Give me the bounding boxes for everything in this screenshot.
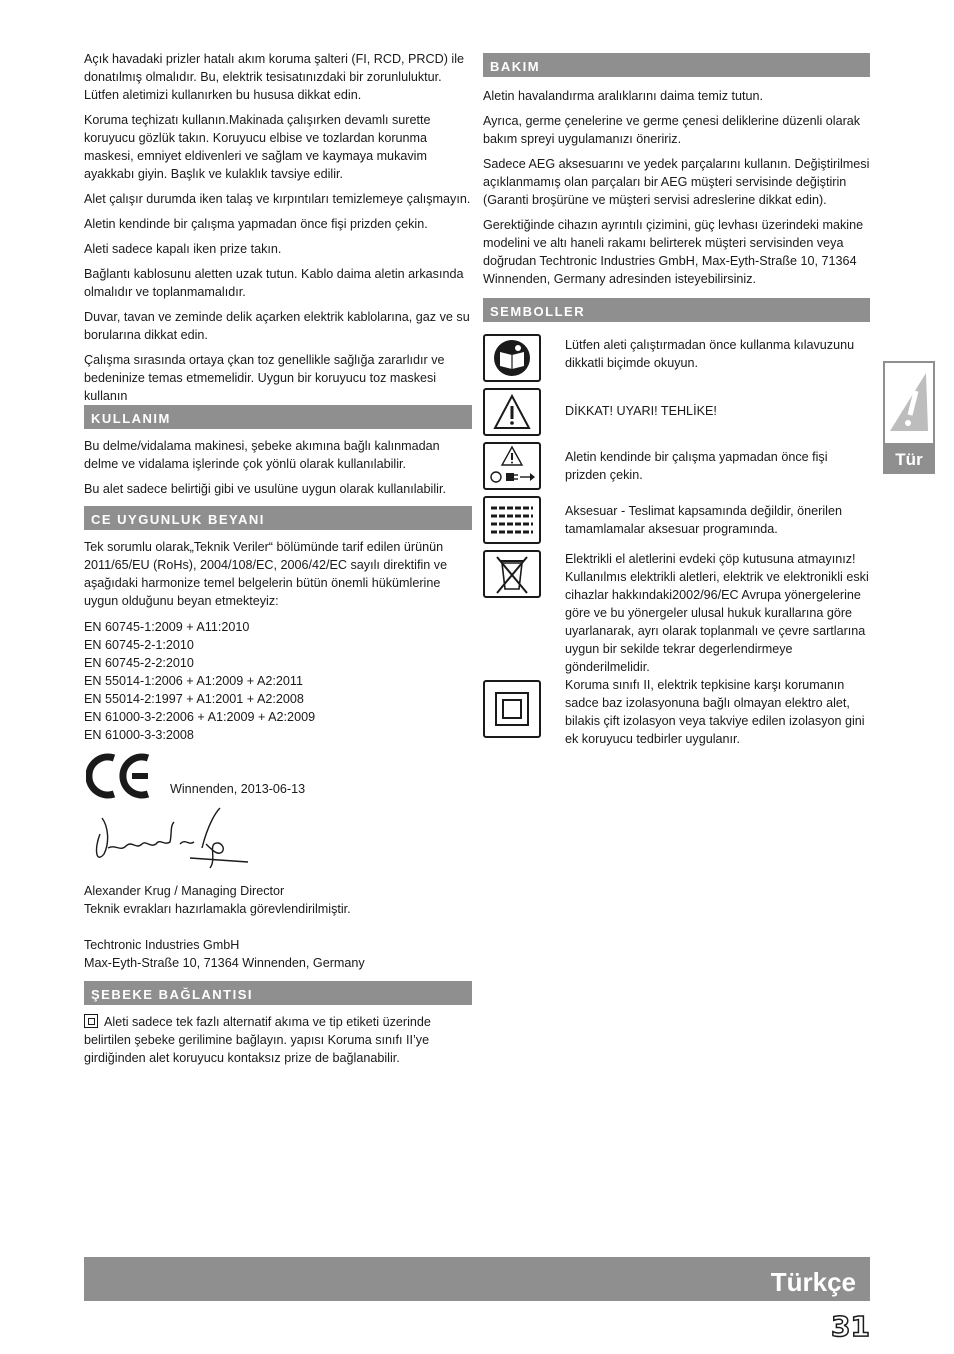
symbol-row <box>483 496 870 544</box>
symbol-row <box>483 388 870 436</box>
side-tab-label: Tür <box>895 450 923 469</box>
mains-connection-body: Aleti sadece tek fazlı alternatif akıma ve tip etiketi üzerinde belirtilen şebeke gerilimine bağlayın. yapısı Koruma sınıfı II’ye girdiğinden alet koruyucu kontaksız prize de bağlanabilir. <box>84 1015 431 1065</box>
safety-paragraph: Aleti sadece kapalı iken prize takın. <box>84 242 282 256</box>
maintenance-paragraph: Sadece AEG aksesuarını ve yedek parçalarını kullanın. Değiştirilmesi açıklanmamış olan parçaları bir AEG müşteri servisinde değiştirin (Garanti broşürüne ve müşteri servisi adreslerine dikkat edin). <box>483 157 870 207</box>
mains-connection-text <box>84 1013 472 1067</box>
standard-item: EN 55014-1:2006 + A1:2009 + A2:2011 <box>84 674 303 688</box>
right-column <box>483 53 870 754</box>
symbol-row <box>483 334 870 382</box>
standard-item: EN 60745-2-1:2010 <box>84 638 194 652</box>
language-side-tab <box>883 361 935 474</box>
symbol-row <box>483 550 870 676</box>
place-date: Winnenden, 2013-06-13 <box>170 782 306 796</box>
standard-item: EN 60745-1:2009 + A11:2010 <box>84 620 250 634</box>
safety-paragraph: Alet çalışır durumda iken talaş ve kırpıntıları temizlemeye çalışmayın. <box>84 192 471 206</box>
symbol-description: Aletin kendinde bir çalışma yapmadan önce fişi prizden çekin. <box>565 450 828 482</box>
drill-bits-icon <box>483 496 541 544</box>
warning-icon <box>885 363 933 443</box>
left-column <box>84 50 472 1074</box>
symbol-row <box>483 442 870 490</box>
standard-item: EN 61000-3-3:2008 <box>84 728 194 742</box>
standards-list <box>84 618 472 744</box>
section-heading-mains: ŞEBEKE BAĞLANTISI <box>84 981 472 1005</box>
page-number: 31 <box>831 1310 870 1343</box>
maintenance-paragraph: Gerektiğinde cihazın ayrıntılı çizimini, güç levhası üzerindeki makine modelini ve altı haneli rakamı belirterek müşteri servisinden veya doğrudan Techtronic Industries GmbH, Max-Eyth-Straße 10, 71364 Winnenden, Germany adresinden isteyebilirsiniz. <box>483 218 864 286</box>
signature-block <box>84 752 472 882</box>
signatory-name: Alexander Krug / Managing Director <box>84 884 285 898</box>
section-heading-ce: CE UYGUNLUK BEYANI <box>84 506 472 530</box>
company-address: Max-Eyth-Straße 10, 71364 Winnenden, Germany <box>84 956 365 970</box>
unplug-icon <box>483 442 541 490</box>
usage-paragraph: Bu alet sadece belirtiği gibi ve usulüne uygun olarak kullanılabilir. <box>84 482 446 496</box>
crossed-bin-icon <box>483 550 541 598</box>
standard-item: EN 55014-2:1997 + A1:2001 + A2:2008 <box>84 692 304 706</box>
warning-icon <box>483 388 541 436</box>
maintenance-paragraph: Aletin havalandırma aralıklarını daima temiz tutun. <box>483 89 763 103</box>
symbol-description: DİKKAT! UYARI! TEHLİKE! <box>565 404 717 418</box>
usage-paragraph: Bu delme/vidalama makinesi, şebeke akımına bağlı kalınmadan delme ve vidalama işlerinde çok yönlü olarak kullanılabilir. <box>84 439 440 471</box>
protection-class-ii-icon <box>84 1014 98 1028</box>
company-name: Techtronic Industries GmbH <box>84 938 240 952</box>
protection-class-ii-icon <box>483 680 541 738</box>
symbol-row <box>483 676 870 748</box>
symbol-description: Lütfen aleti çalıştırmadan önce kullanma kılavuzunu dikkatli biçimde okuyun. <box>565 338 855 370</box>
read-manual-icon <box>483 334 541 382</box>
section-heading-symbols: SEMBOLLER <box>483 298 870 322</box>
safety-paragraph: Bağlantı kablosunu aletten uzak tutun. Kablo daima aletin arkasında olmalıdır ve toplanmamalıdır. <box>84 267 464 299</box>
safety-paragraph: Çalışma sırasında ortaya çkan toz genellikle sağlığa zararlıdır ve bedeninize temas etmemelidir. Uygun bir koruyucu toz maskesi kullanın <box>84 353 445 403</box>
handwritten-signature <box>90 804 250 876</box>
safety-paragraph: Aletin kendinde bir çalışma yapmadan önce fişi prizden çekin. <box>84 217 428 231</box>
standard-item: EN 60745-2-2:2010 <box>84 656 194 670</box>
maintenance-paragraph: Ayrıca, germe çenelerine ve germe çenesi deliklerine düzenli olarak bakım spreyi uygulamanızı öneririz. <box>483 114 861 146</box>
ce-mark-icon <box>86 752 152 800</box>
ce-declaration-text: Tek sorumlu olarak„Teknik Veriler“ bölümünde tarif edilen ürünün 2011/65/EU (RoHs), 2004/108/EC, 2006/42/EC sayılı direktifin ve aşağıdaki harmonize temel belgelerin bütün önemli hükümlerine uygun olduğunu beyan etmekteyiz: <box>84 540 448 608</box>
symbol-description: Koruma sınıfı II, elektrik tepkisine karşı korumanın sadce baz izolasyonuna bağlı olmayan elektro alet, bilakis çift izolasyon veya takviye edilen izolasyon gini ek koruyucu tedbirler uygulanır. <box>565 678 865 746</box>
safety-paragraph: Duvar, tavan ve zeminde delik açarken elektrik kablolarına, gaz ve su borularına dikkat edin. <box>84 310 470 342</box>
symbol-description: Elektrikli el aletlerini evdeki çöp kutusuna atmayınız! Kullanılmıs elektrikli aletleri, elektrik ve elektronikli eski cihazlar hakkındaki2002/96/EC Avrupa yönergelerine göre ve bu yönergeler ulusal hukuk kurallarına göre uyarlanarak, ayrı olarak toplanmalı ve çevre sartlarına uygun bir sekilde tekrar degerlendirmeye gönderilmelidir. <box>565 552 869 674</box>
footer-language-bar: Türkçe <box>84 1257 870 1301</box>
symbols-list <box>483 334 870 748</box>
safety-paragraph: Koruma teçhizatı kullanın.Makinada çalışırken devamlı surette koruyucu gözlük takın. Koruyucu elbise ve tozlardan korunma maskesi, emniyet eldivenleri ve sağlam ve kaymaya mukavim ayakkabı giyin. Başlık ve kulaklık tavsiye edilir. <box>84 113 431 181</box>
standard-item: EN 61000-3-2:2006 + A1:2009 + A2:2009 <box>84 710 316 724</box>
section-heading-usage: KULLANIM <box>84 405 472 429</box>
signatory-role: Teknik evrakları hazırlamakla görevlendirilmiştir. <box>84 902 351 916</box>
safety-paragraph: Açık havadaki prizler hatalı akım koruma şalteri (FI, RCD, PRCD) ile donatılmış olmalıdır. Bu, elektrik tesisatınızdaki bir zorunluluktur. Lütfen aletimizi kullanırken bu hususa dikkat edin. <box>84 52 465 102</box>
section-heading-maintenance: BAKIM <box>483 53 870 77</box>
symbol-description: Aksesuar - Teslimat kapsamında değildir, önerilen tamamlamalar aksesuar programında. <box>565 504 842 536</box>
